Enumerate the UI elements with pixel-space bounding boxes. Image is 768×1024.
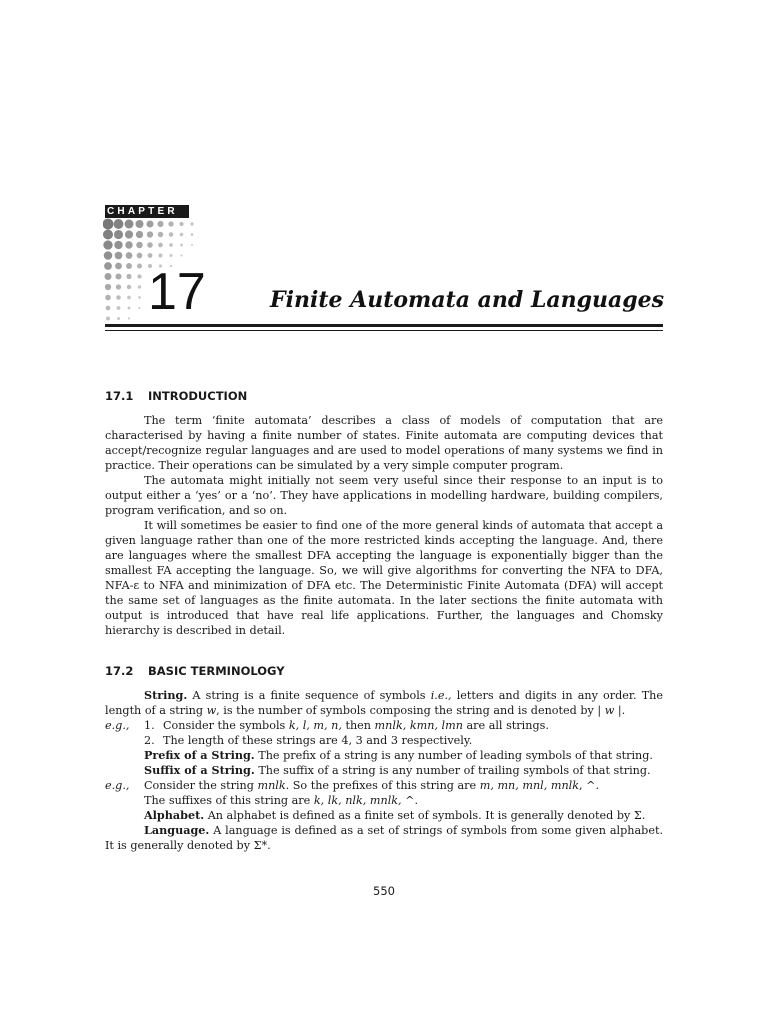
ornament-dot	[180, 254, 182, 256]
ornament-dot	[137, 253, 143, 259]
ornament-dot	[126, 274, 131, 279]
ornament-dot	[128, 307, 131, 310]
ornament-dot	[128, 317, 130, 319]
ornament-dot	[105, 284, 111, 290]
suffix-definition: Suffix of a String. The suffix of a string is any number of trailing symbols of that string.	[144, 763, 651, 777]
example-2: 2. The length of these strings are 4, 3 and 3 respectively.	[144, 734, 473, 747]
ornament-dot	[104, 262, 112, 270]
section-heading-introduction	[105, 389, 247, 403]
ornament-dot	[158, 243, 163, 248]
paragraph: It will sometimes be easier to find one of the more general kinds of automata that accept a given language rather than one of the more restricted kinds accepting the language. And, there are languages where the smallest DFA accepting the language is exponentially bigger than the smallest FA accepting the language. So, we will give algorithms for converting the NFA to DFA, NFA-ε to NFA and minimization of DFA etc. The Deterministic Finite Automata (DFA) will accept the same set of languages as the finite automata. In the later sections the finite automata with output is introduced that have real life applications. Further, the languages and Chomsky hierarchy is described in detail.	[105, 519, 663, 637]
chapter-label: CHAPTER	[105, 205, 189, 218]
ornament-dot	[169, 232, 174, 237]
ornament-dot	[115, 263, 122, 270]
ornament-dot	[116, 295, 121, 300]
ornament-dot	[190, 222, 193, 225]
ornament-dot	[104, 251, 113, 260]
section-title: INTRODUCTION	[148, 389, 248, 403]
ornament-dot	[103, 229, 113, 239]
ornament-dot	[137, 263, 142, 268]
ornament-dot	[115, 252, 123, 260]
ornament-dot	[157, 221, 163, 227]
ornament-dot	[135, 220, 143, 228]
ornament-dot	[115, 273, 121, 279]
prefix-definition: Prefix of a String. The prefix of a string is any number of leading symbols of that string.	[144, 748, 653, 762]
ornament-dot	[191, 244, 193, 246]
ornament-dot	[106, 306, 111, 311]
ornament-dot	[148, 253, 153, 258]
ornament-dot	[138, 285, 141, 288]
suffixes-example: The suffixes of this string are k, lk, nlk, mnlk, ^.	[144, 794, 419, 807]
ornament-dot	[126, 252, 133, 259]
ornament-dot	[114, 241, 122, 249]
ornament-dot	[116, 284, 121, 289]
chapter-title: Finite Automata and Languages	[270, 287, 665, 313]
ornament-dot	[103, 240, 112, 249]
section-heading-basic-terminology	[105, 664, 285, 678]
alphabet-definition: Alphabet. An alphabet is defined as a finite set of symbols. It is generally denoted by Σ.	[144, 808, 646, 822]
ornament-dot	[103, 219, 113, 230]
ornament-dot	[169, 243, 173, 247]
ornament-dot	[191, 233, 194, 236]
example-1: e.g., 1. Consider the symbols k, l, m, n, then mnlk, kmn, lmn are all strings.	[105, 719, 549, 732]
ornament-dot	[125, 230, 133, 238]
ornament-dot	[117, 317, 120, 320]
example-label: e.g.,	[105, 779, 130, 792]
ornament-dot	[126, 263, 132, 269]
paragraph: The automata might initially not seem very useful since their response to an input is to output either a ‘yes’ or a ‘no’. They have applications in modelling hardware, building compilers, program verification, and so on.	[105, 474, 663, 517]
title-rule-thin	[105, 330, 663, 331]
ornament-dot	[158, 232, 163, 237]
ornament-dot	[179, 222, 183, 226]
ornament-dot	[106, 317, 110, 321]
ornament-dot	[170, 254, 173, 257]
ornament-dot	[147, 242, 153, 248]
ornament-dot	[180, 244, 183, 247]
ornament-dot	[168, 221, 173, 226]
ornament-dot	[139, 307, 141, 309]
ornament-dot	[104, 273, 111, 280]
page-number: 550	[373, 884, 395, 898]
ornament-dot	[137, 274, 141, 278]
section-title: BASIC TERMINOLOGY	[148, 664, 285, 678]
example-label: e.g.,	[105, 719, 130, 732]
ornament-dot	[105, 295, 111, 301]
ornament-dot	[125, 241, 132, 248]
chapter-number: 17	[148, 263, 206, 321]
example-3: e.g., Consider the string mnlk. So the prefixes of this string are m, mn, mnl, mnlk, ^.	[105, 779, 600, 792]
paragraph: The term ‘finite automata’ describes a class of models of computation that are characterised by having a finite number of states. Finite automata are computing devices that accept/recognize regular languages and are used to model operations of many systems we find in practice. Their operations can be simulated by a very simple computer program.	[105, 414, 663, 472]
ornament-dot	[138, 296, 141, 299]
ornament-dot	[180, 233, 184, 237]
terminology-body	[105, 688, 663, 853]
ornament-dot	[127, 285, 131, 289]
ornament-dot	[146, 220, 153, 227]
ornament-dot	[114, 219, 124, 229]
ornament-dot	[127, 296, 131, 300]
introduction-body	[105, 413, 663, 638]
ornament-dot	[114, 230, 123, 239]
ornament-dot	[147, 231, 153, 237]
title-rule-thick	[105, 324, 663, 327]
ornament-dot	[136, 231, 143, 238]
string-definition: String. A string is a finite sequence of symbols i.e., letters and digits in any order. The length of a string w, is the number of symbols composing the string and is denoted by | w |.	[105, 688, 664, 717]
section-number: 17.1	[105, 389, 134, 403]
ornament-dot	[136, 242, 143, 249]
language-definition: Language. A language is defined as a set of strings of symbols from some given alphabet. It is generally denoted by Σ*.	[105, 823, 663, 852]
ornament-dot	[125, 220, 134, 229]
ornament-dot	[117, 306, 121, 310]
ornament-dot	[159, 254, 163, 258]
section-number: 17.2	[105, 664, 134, 678]
